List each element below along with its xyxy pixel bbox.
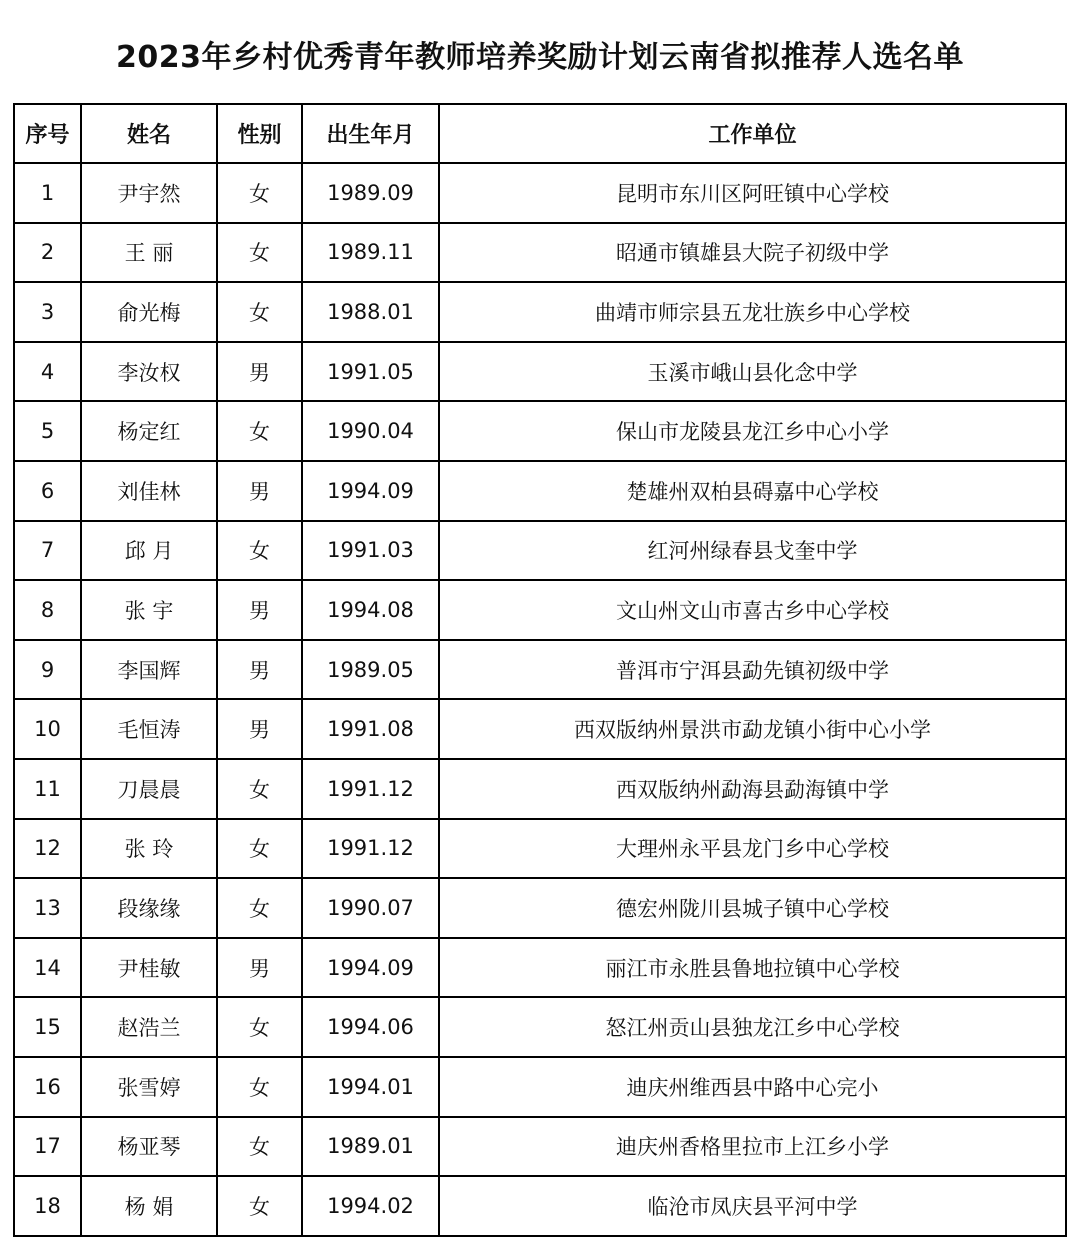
cell-birth: 1989.05	[302, 640, 439, 700]
cell-name: 王 丽	[81, 223, 217, 283]
cell-unit: 西双版纳州景洪市勐龙镇小街中心小学	[439, 699, 1066, 759]
header-gender: 性别	[217, 104, 302, 163]
cell-seq: 18	[14, 1176, 81, 1236]
cell-unit: 玉溪市峨山县化念中学	[439, 342, 1066, 402]
header-seq: 序号	[14, 104, 81, 163]
cell-seq: 7	[14, 521, 81, 581]
cell-seq: 5	[14, 401, 81, 461]
table-row	[14, 342, 1066, 402]
table-row	[14, 878, 1066, 938]
cell-name: 杨定红	[81, 401, 217, 461]
cell-unit: 临沧市凤庆县平河中学	[439, 1176, 1066, 1236]
cell-unit: 红河州绿春县戈奎中学	[439, 521, 1066, 581]
cell-seq: 2	[14, 223, 81, 283]
cell-birth: 1989.09	[302, 163, 439, 223]
cell-birth: 1990.04	[302, 401, 439, 461]
cell-seq: 9	[14, 640, 81, 700]
cell-name: 刀晨晨	[81, 759, 217, 819]
cell-birth: 1991.08	[302, 699, 439, 759]
cell-gender: 女	[217, 401, 302, 461]
cell-name: 尹桂敏	[81, 938, 217, 998]
cell-birth: 1988.01	[302, 282, 439, 342]
cell-seq: 6	[14, 461, 81, 521]
cell-name: 刘佳林	[81, 461, 217, 521]
cell-unit: 迪庆州香格里拉市上江乡小学	[439, 1117, 1066, 1177]
cell-unit: 丽江市永胜县鲁地拉镇中心学校	[439, 938, 1066, 998]
cell-unit: 大理州永平县龙门乡中心学校	[439, 819, 1066, 879]
cell-seq: 12	[14, 819, 81, 879]
table-row	[14, 997, 1066, 1057]
cell-seq: 3	[14, 282, 81, 342]
cell-seq: 17	[14, 1117, 81, 1177]
table-row	[14, 461, 1066, 521]
cell-birth: 1994.08	[302, 580, 439, 640]
cell-gender: 女	[217, 997, 302, 1057]
table-row	[14, 759, 1066, 819]
cell-gender: 男	[217, 580, 302, 640]
cell-gender: 女	[217, 819, 302, 879]
cell-name: 俞光梅	[81, 282, 217, 342]
cell-name: 杨亚琴	[81, 1117, 217, 1177]
header-name: 姓名	[81, 104, 217, 163]
cell-birth: 1991.03	[302, 521, 439, 581]
cell-gender: 男	[217, 699, 302, 759]
cell-name: 李汝权	[81, 342, 217, 402]
cell-unit: 普洱市宁洱县勐先镇初级中学	[439, 640, 1066, 700]
cell-birth: 1991.12	[302, 819, 439, 879]
cell-birth: 1989.01	[302, 1117, 439, 1177]
cell-seq: 1	[14, 163, 81, 223]
cell-birth: 1994.02	[302, 1176, 439, 1236]
cell-seq: 14	[14, 938, 81, 998]
cell-seq: 15	[14, 997, 81, 1057]
table-row	[14, 938, 1066, 998]
cell-birth: 1991.05	[302, 342, 439, 402]
cell-name: 邱 月	[81, 521, 217, 581]
cell-gender: 男	[217, 342, 302, 402]
candidate-table	[13, 103, 1067, 1237]
cell-birth: 1990.07	[302, 878, 439, 938]
cell-seq: 16	[14, 1057, 81, 1117]
table-row	[14, 580, 1066, 640]
cell-gender: 女	[217, 282, 302, 342]
cell-seq: 11	[14, 759, 81, 819]
header-birth: 出生年月	[302, 104, 439, 163]
cell-name: 李国辉	[81, 640, 217, 700]
cell-unit: 西双版纳州勐海县勐海镇中学	[439, 759, 1066, 819]
cell-gender: 女	[217, 1117, 302, 1177]
cell-name: 尹宇然	[81, 163, 217, 223]
table-row	[14, 1117, 1066, 1177]
cell-seq: 8	[14, 580, 81, 640]
cell-gender: 女	[217, 1057, 302, 1117]
table-row	[14, 1176, 1066, 1236]
header-unit: 工作单位	[439, 104, 1066, 163]
cell-birth: 1994.01	[302, 1057, 439, 1117]
cell-unit: 文山州文山市喜古乡中心学校	[439, 580, 1066, 640]
cell-birth: 1994.09	[302, 461, 439, 521]
document-title: 2023年乡村优秀青年教师培养奖励计划云南省拟推荐人选名单	[116, 40, 964, 75]
cell-unit: 迪庆州维西县中路中心完小	[439, 1057, 1066, 1117]
table-row	[14, 1057, 1066, 1117]
table-header-row	[14, 104, 1066, 163]
cell-seq: 4	[14, 342, 81, 402]
table-row	[14, 521, 1066, 581]
cell-name: 赵浩兰	[81, 997, 217, 1057]
table-row	[14, 282, 1066, 342]
cell-name: 杨 娟	[81, 1176, 217, 1236]
cell-gender: 女	[217, 223, 302, 283]
cell-birth: 1994.06	[302, 997, 439, 1057]
cell-birth: 1989.11	[302, 223, 439, 283]
cell-unit: 保山市龙陵县龙江乡中心小学	[439, 401, 1066, 461]
cell-seq: 13	[14, 878, 81, 938]
cell-unit: 曲靖市师宗县五龙壮族乡中心学校	[439, 282, 1066, 342]
cell-unit: 怒江州贡山县独龙江乡中心学校	[439, 997, 1066, 1057]
table-row	[14, 640, 1066, 700]
table-row	[14, 223, 1066, 283]
cell-unit: 德宏州陇川县城子镇中心学校	[439, 878, 1066, 938]
cell-gender: 女	[217, 521, 302, 581]
cell-birth: 1991.12	[302, 759, 439, 819]
cell-name: 张 玲	[81, 819, 217, 879]
table-row	[14, 401, 1066, 461]
cell-gender: 女	[217, 878, 302, 938]
cell-gender: 男	[217, 640, 302, 700]
cell-name: 张雪婷	[81, 1057, 217, 1117]
cell-gender: 男	[217, 938, 302, 998]
cell-name: 张 宇	[81, 580, 217, 640]
cell-gender: 女	[217, 163, 302, 223]
cell-gender: 男	[217, 461, 302, 521]
cell-unit: 昭通市镇雄县大院子初级中学	[439, 223, 1066, 283]
cell-birth: 1994.09	[302, 938, 439, 998]
cell-name: 毛恒涛	[81, 699, 217, 759]
cell-gender: 女	[217, 759, 302, 819]
cell-unit: 楚雄州双柏县碍嘉中心学校	[439, 461, 1066, 521]
cell-gender: 女	[217, 1176, 302, 1236]
cell-unit: 昆明市东川区阿旺镇中心学校	[439, 163, 1066, 223]
table-row	[14, 819, 1066, 879]
table-row	[14, 699, 1066, 759]
cell-seq: 10	[14, 699, 81, 759]
table-row	[14, 163, 1066, 223]
cell-name: 段缘缘	[81, 878, 217, 938]
